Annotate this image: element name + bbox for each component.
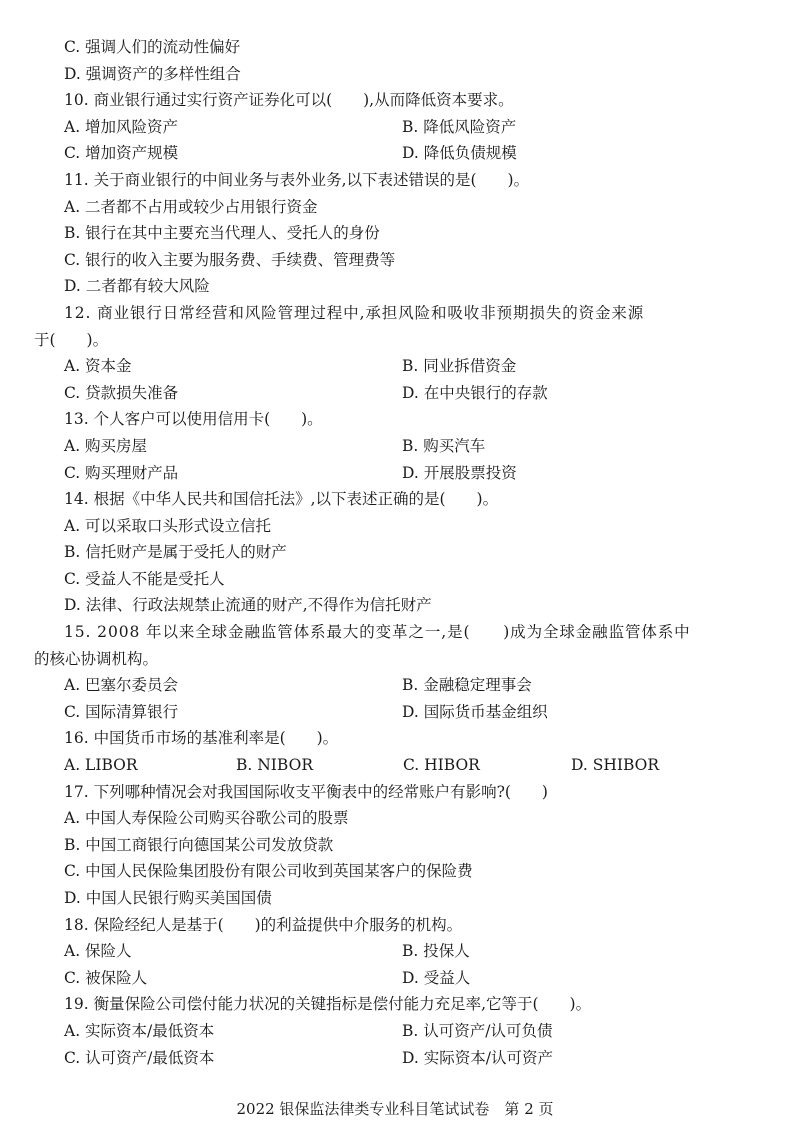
option-line: B. 信托财产是属于受托人的财产 xyxy=(64,543,287,562)
option-row xyxy=(0,752,790,779)
option-line: C. 中国人民保险集团股份有限公司收到英国某客户的保险费 xyxy=(64,862,473,881)
option-row xyxy=(0,380,790,407)
option-row xyxy=(0,672,790,699)
option-line: D. 法律、行政法规禁止流通的财产,不得作为信托财产 xyxy=(64,596,432,615)
question-18: 18. 保险经纪人是基于( )的利益提供中介服务的机构。 xyxy=(64,915,463,934)
option-b: B. 购买汽车 xyxy=(402,436,486,455)
option-b: B. 投保人 xyxy=(402,942,470,961)
option-d: D. 实际资本/认可资产 xyxy=(402,1048,553,1067)
option-row xyxy=(0,140,790,167)
option-line: D. 二者都有较大风险 xyxy=(64,277,210,296)
page-footer: 2022 银保监法律类专业科目笔试试卷 第 2 页 xyxy=(236,1100,554,1118)
option-a: A. 增加风险资产 xyxy=(64,117,179,136)
option-d: D. 受益人 xyxy=(402,968,471,987)
option-b: B. 认可资产/认可负债 xyxy=(402,1021,553,1040)
option-d: D. SHIBOR xyxy=(571,756,660,775)
option-c: C. 被保险人 xyxy=(64,968,148,987)
option-a: A. 实际资本/最低资本 xyxy=(64,1021,215,1040)
option-line: C. 受益人不能是受托人 xyxy=(64,569,225,588)
option-line: A. 中国人寿保险公司购买谷歌公司的股票 xyxy=(64,809,349,828)
option-a: A. LIBOR xyxy=(64,756,138,775)
option-row xyxy=(0,460,790,487)
option-line: A. 可以采取口头形式设立信托 xyxy=(64,516,272,535)
option-a: A. 保险人 xyxy=(64,942,132,961)
option-b: B. 同业拆借资金 xyxy=(402,357,517,376)
option-row xyxy=(0,114,790,141)
option-row xyxy=(0,433,790,460)
option-line: D. 中国人民银行购买美国国债 xyxy=(64,889,272,907)
option-row xyxy=(0,1045,790,1072)
question-13: 13. 个人客户可以使用信用卡( )。 xyxy=(64,410,323,429)
option-row xyxy=(0,1018,790,1045)
option-d: D. 在中央银行的存款 xyxy=(402,383,548,402)
question-16: 16. 中国货币市场的基准利率是( )。 xyxy=(64,729,339,748)
option-c: C. 购买理财产品 xyxy=(64,463,179,482)
option-a: A. 资本金 xyxy=(64,357,132,376)
option-row xyxy=(0,965,790,992)
question-19: 19. 衡量保险公司偿付能力状况的关键指标是偿付能力充足率,它等于( )。 xyxy=(64,995,592,1014)
option-d: D. 降低负债规模 xyxy=(402,144,517,163)
question-14: 14. 根据《中华人民共和国信托法》,以下表述正确的是( )。 xyxy=(64,490,499,509)
question-15: 15. 2008 年以来全球金融监管体系最大的变革之一,是( )成为全球金融监管体系中 xyxy=(64,623,691,642)
option-c: C. 认可资产/最低资本 xyxy=(64,1048,215,1067)
option-b: B. 降低风险资产 xyxy=(402,117,517,136)
exam-page-content xyxy=(0,34,790,1071)
option-row xyxy=(0,938,790,965)
question-10: 10. 商业银行通过实行资产证券化可以( ),从而降低资本要求。 xyxy=(64,91,514,110)
question-11: 11. 关于商业银行的中间业务与表外业务,以下表述错误的是( )。 xyxy=(64,170,530,189)
question-15-continuation: 的核心协调机构。 xyxy=(34,649,159,668)
option-line: C. 银行的收入主要为服务费、手续费、管理费等 xyxy=(64,250,396,269)
option-line: A. 二者都不占用或较少占用银行资金 xyxy=(64,197,318,216)
question-12: 12. 商业银行日常经营和风险管理过程中,承担风险和吸收非预期损失的资金来源 xyxy=(64,303,645,322)
option-c: C. 贷款损失准备 xyxy=(64,383,179,402)
option-c: C. 增加资产规模 xyxy=(64,144,179,163)
option-a: A. 巴塞尔委员会 xyxy=(64,676,179,695)
option-a: A. 购买房屋 xyxy=(64,436,148,455)
question-12-continuation: 于( )。 xyxy=(34,330,109,349)
question-17: 17. 下列哪种情况会对我国国际收支平衡表中的经常账户有影响?( ) xyxy=(64,782,548,801)
option-row xyxy=(0,699,790,726)
option-line: C. 强调人们的流动性偏好 xyxy=(64,38,241,56)
option-d: D. 国际货币基金组织 xyxy=(402,702,548,721)
option-c: C. 国际清算银行 xyxy=(64,702,179,721)
option-line: D. 强调资产的多样性组合 xyxy=(64,64,241,83)
option-b: B. NIBOR xyxy=(236,756,313,775)
option-line: B. 中国工商银行向德国某公司发放贷款 xyxy=(64,835,334,854)
option-d: D. 开展股票投资 xyxy=(402,463,517,482)
option-line: B. 银行在其中主要充当代理人、受托人的身份 xyxy=(64,224,380,243)
option-b: B. 金融稳定理事会 xyxy=(402,676,532,695)
option-row xyxy=(0,353,790,380)
option-c: C. HIBOR xyxy=(403,756,480,775)
